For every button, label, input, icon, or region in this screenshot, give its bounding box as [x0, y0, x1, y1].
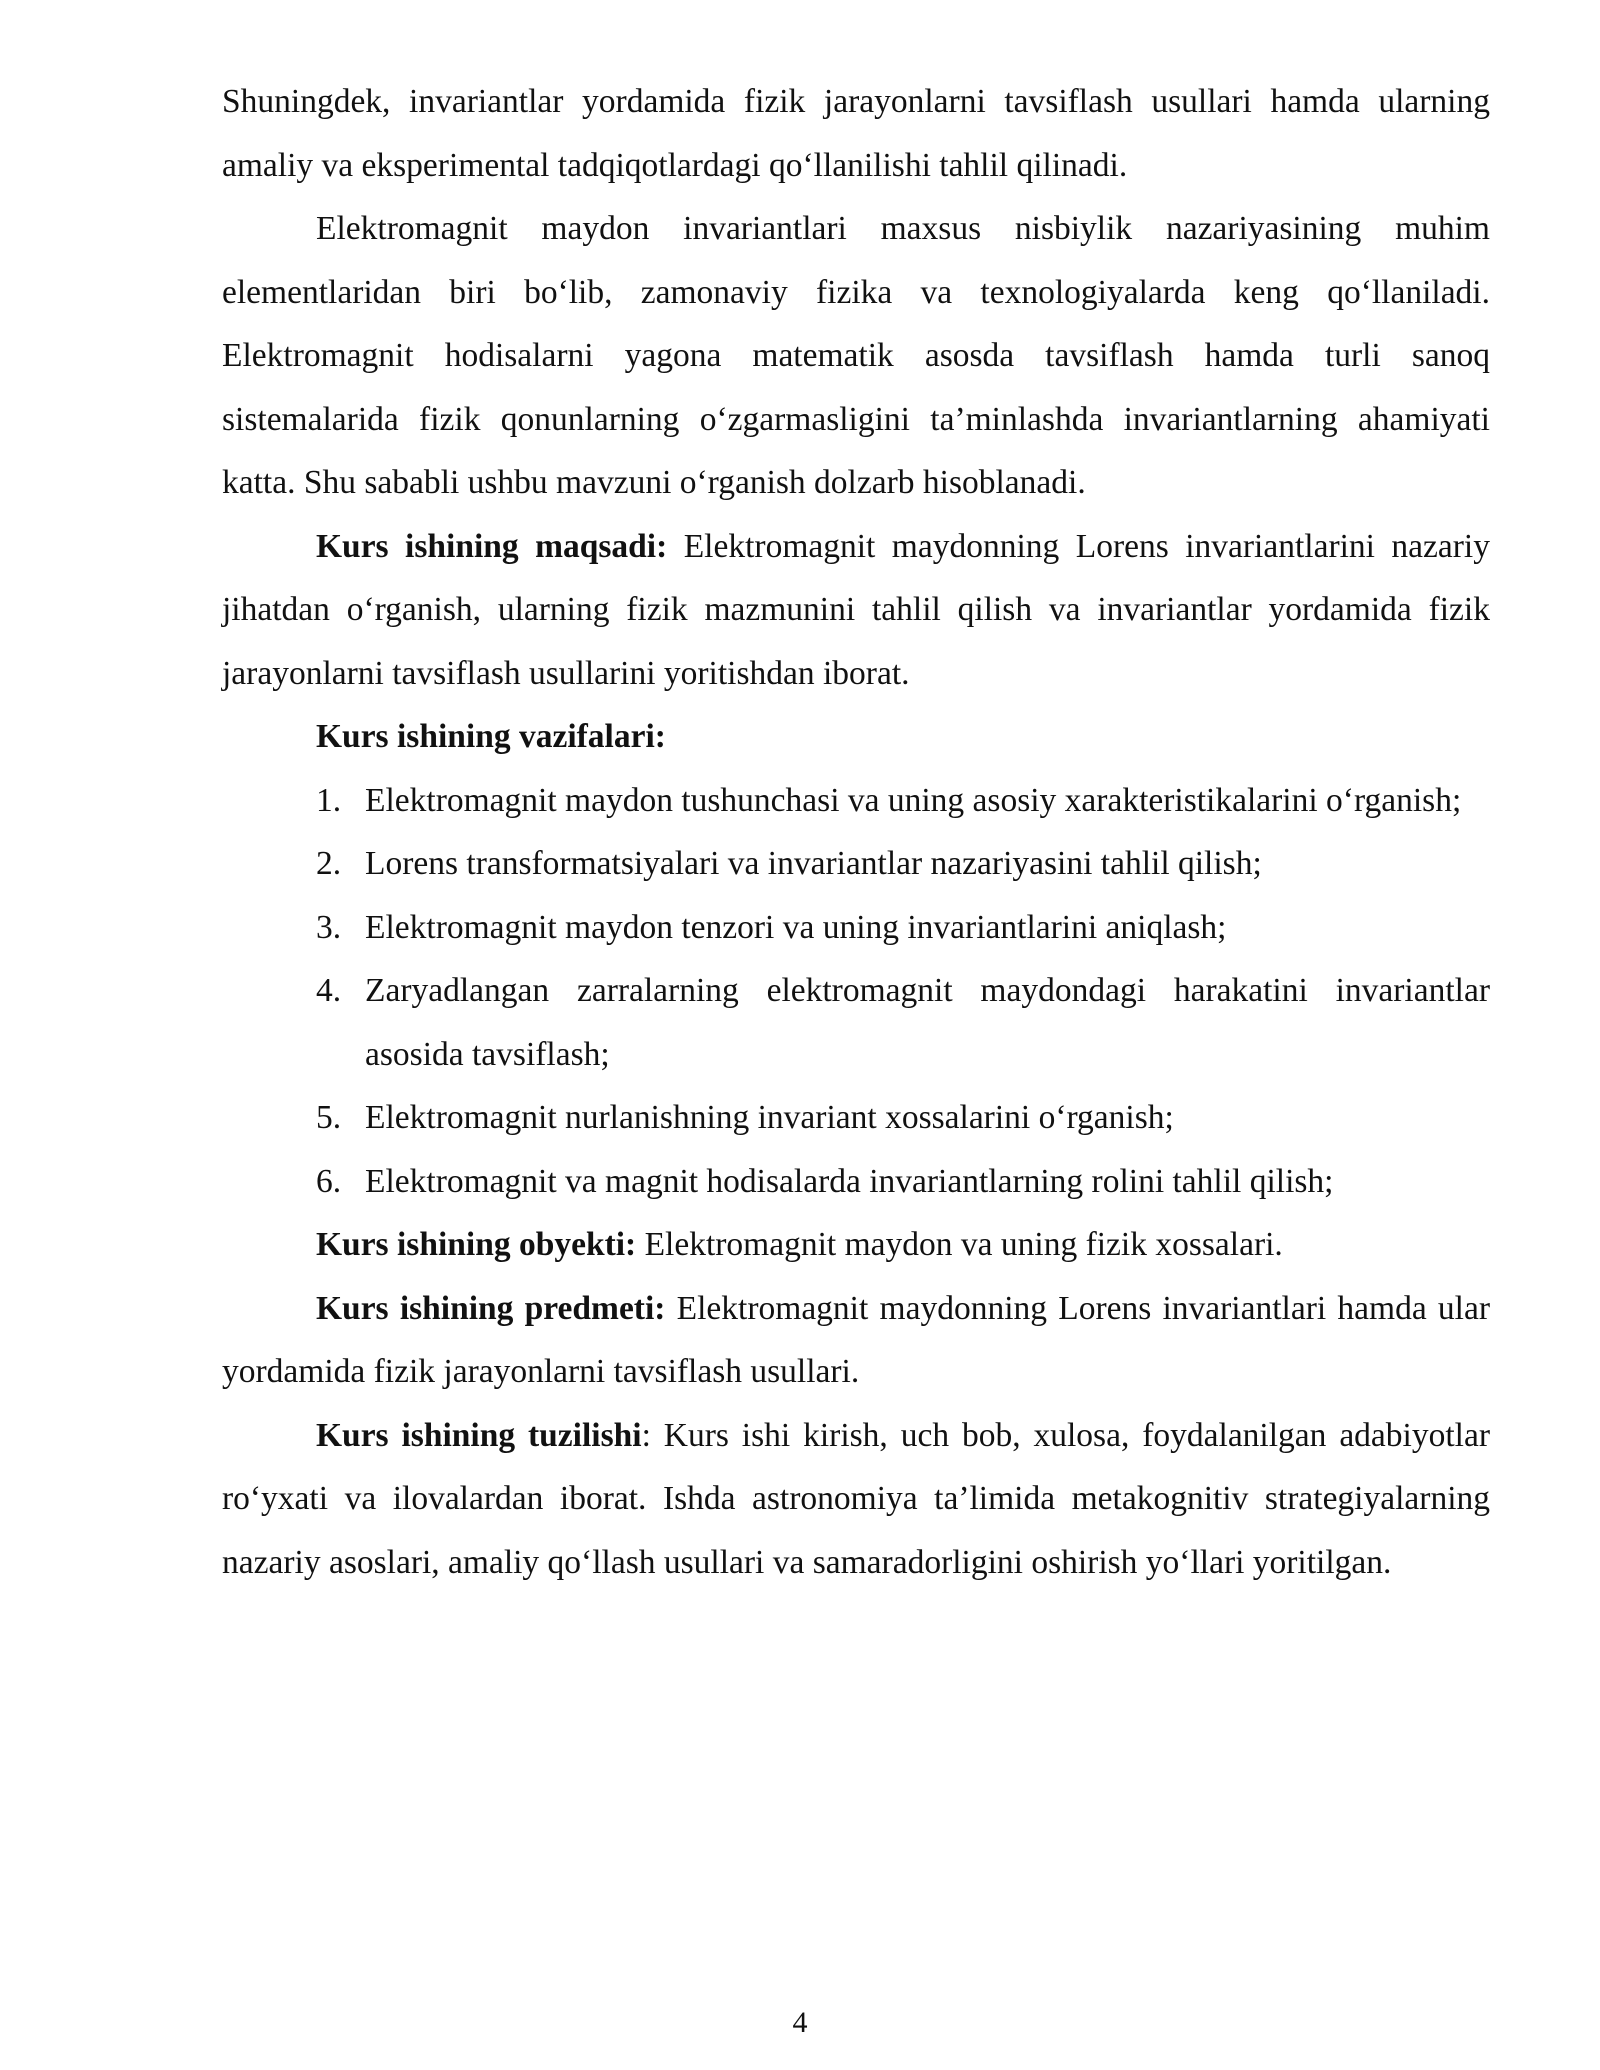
list-item-number: 1.: [316, 781, 342, 819]
subject-label: Kurs ishining predmeti:: [316, 1289, 666, 1327]
subject-text: Elektromagnit maydonning Lorens invariantlari hamda ular yordamida fizik jarayonlarni tavsiflash usullari.: [222, 1289, 1490, 1390]
intro-paragraph: Shuningdek, invariantlar yordamida fizik jarayonlarni tavsiflash usullari hamda ularning amaliy va eksperimental tadqiqotlardagi qo‘llanilishi tahlil qilinadi.: [222, 83, 1490, 184]
subject-paragraph: [222, 1277, 1490, 1404]
tasks-heading: Kurs ishining vazifalari:: [316, 718, 666, 755]
list-item-number: 6.: [316, 1162, 342, 1200]
object-text: Elektromagnit maydon va uning fizik xossalari.: [636, 1226, 1283, 1263]
list-item-number: 5.: [316, 1099, 342, 1136]
relevance-paragraph: Elektromagnit maydon invariantlari maxsus nisbiylik nazariyasining muhim elementlaridan biri bo‘lib, zamonaviy fizika va texnologiyalarda keng qo‘llaniladi. Elektromagnit hodisalarni yagona matematik asosda tavsiflash hamda turli sanoq sistemalarida fizik qonunlarning o‘zgarmasligini ta’minlashda invariantlarning ahamiyati katta. Shu sababli ushbu mavzuni o‘rganish dolzarb hisoblanadi.: [222, 210, 1490, 501]
list-item-text: Elektromagnit nurlanishning invariant xossalarini o‘rganish;: [365, 1099, 1174, 1136]
list-item: [222, 959, 1490, 1086]
list-item: [222, 832, 1490, 896]
list-item: [222, 769, 1490, 833]
list-item-text: Lorens transformatsiyalari va invariantlar nazariyasini tahlil qilish;: [365, 845, 1262, 882]
list-item: [222, 1150, 1490, 1214]
structure-label: Kurs ishining tuzilishi: [316, 1416, 642, 1454]
tasks-list: [222, 769, 1490, 1214]
structure-text: : Kurs ishi kirish, uch bob, xulosa, foydalanilgan adabiyotlar ro‘yxati va ilovalardan iborat. Ishda astronomiya ta’limida metakognitiv strategiyalarning nazariy asoslari, amaliy qo‘llash usullari va samaradorligini oshirish yo‘llari yoritilgan.: [222, 1416, 1491, 1581]
page-number: 4: [792, 2006, 808, 2039]
list-item-number: 3.: [316, 908, 342, 946]
structure-paragraph: [222, 1404, 1490, 1595]
list-item-text: Elektromagnit maydon tushunchasi va uning asosiy xarakteristikalarini o‘rganish;: [365, 781, 1462, 819]
list-item-number: 2.: [316, 845, 342, 882]
list-item-text: Elektromagnit va magnit hodisalarda invariantlarning rolini tahlil qilish;: [365, 1162, 1334, 1200]
list-item-number: 4.: [316, 972, 342, 1009]
goal-label: Kurs ishining maqsadi:: [316, 527, 668, 565]
list-item-text: Elektromagnit maydon tenzori va uning invariantlarini aniqlash;: [365, 908, 1227, 946]
goal-paragraph: [222, 515, 1490, 706]
list-item: [222, 1086, 1490, 1150]
object-label: Kurs ishining obyekti:: [316, 1226, 637, 1263]
list-item: [222, 896, 1490, 960]
object-paragraph: [222, 1213, 1490, 1277]
goal-text: Elektromagnit maydonning Lorens invariantlarini nazariy jihatdan o‘rganish, ularning fizik mazmunini tahlil qilish va invariantlar yordamida fizik jarayonlarni tavsiflash usullarini yoritishdan iborat.: [222, 527, 1490, 692]
list-item-text: Zaryadlangan zarralarning elektromagnit maydondagi harakatini invariantlar asosida tavsiflash;: [365, 972, 1490, 1073]
document-page: [222, 70, 1490, 1594]
